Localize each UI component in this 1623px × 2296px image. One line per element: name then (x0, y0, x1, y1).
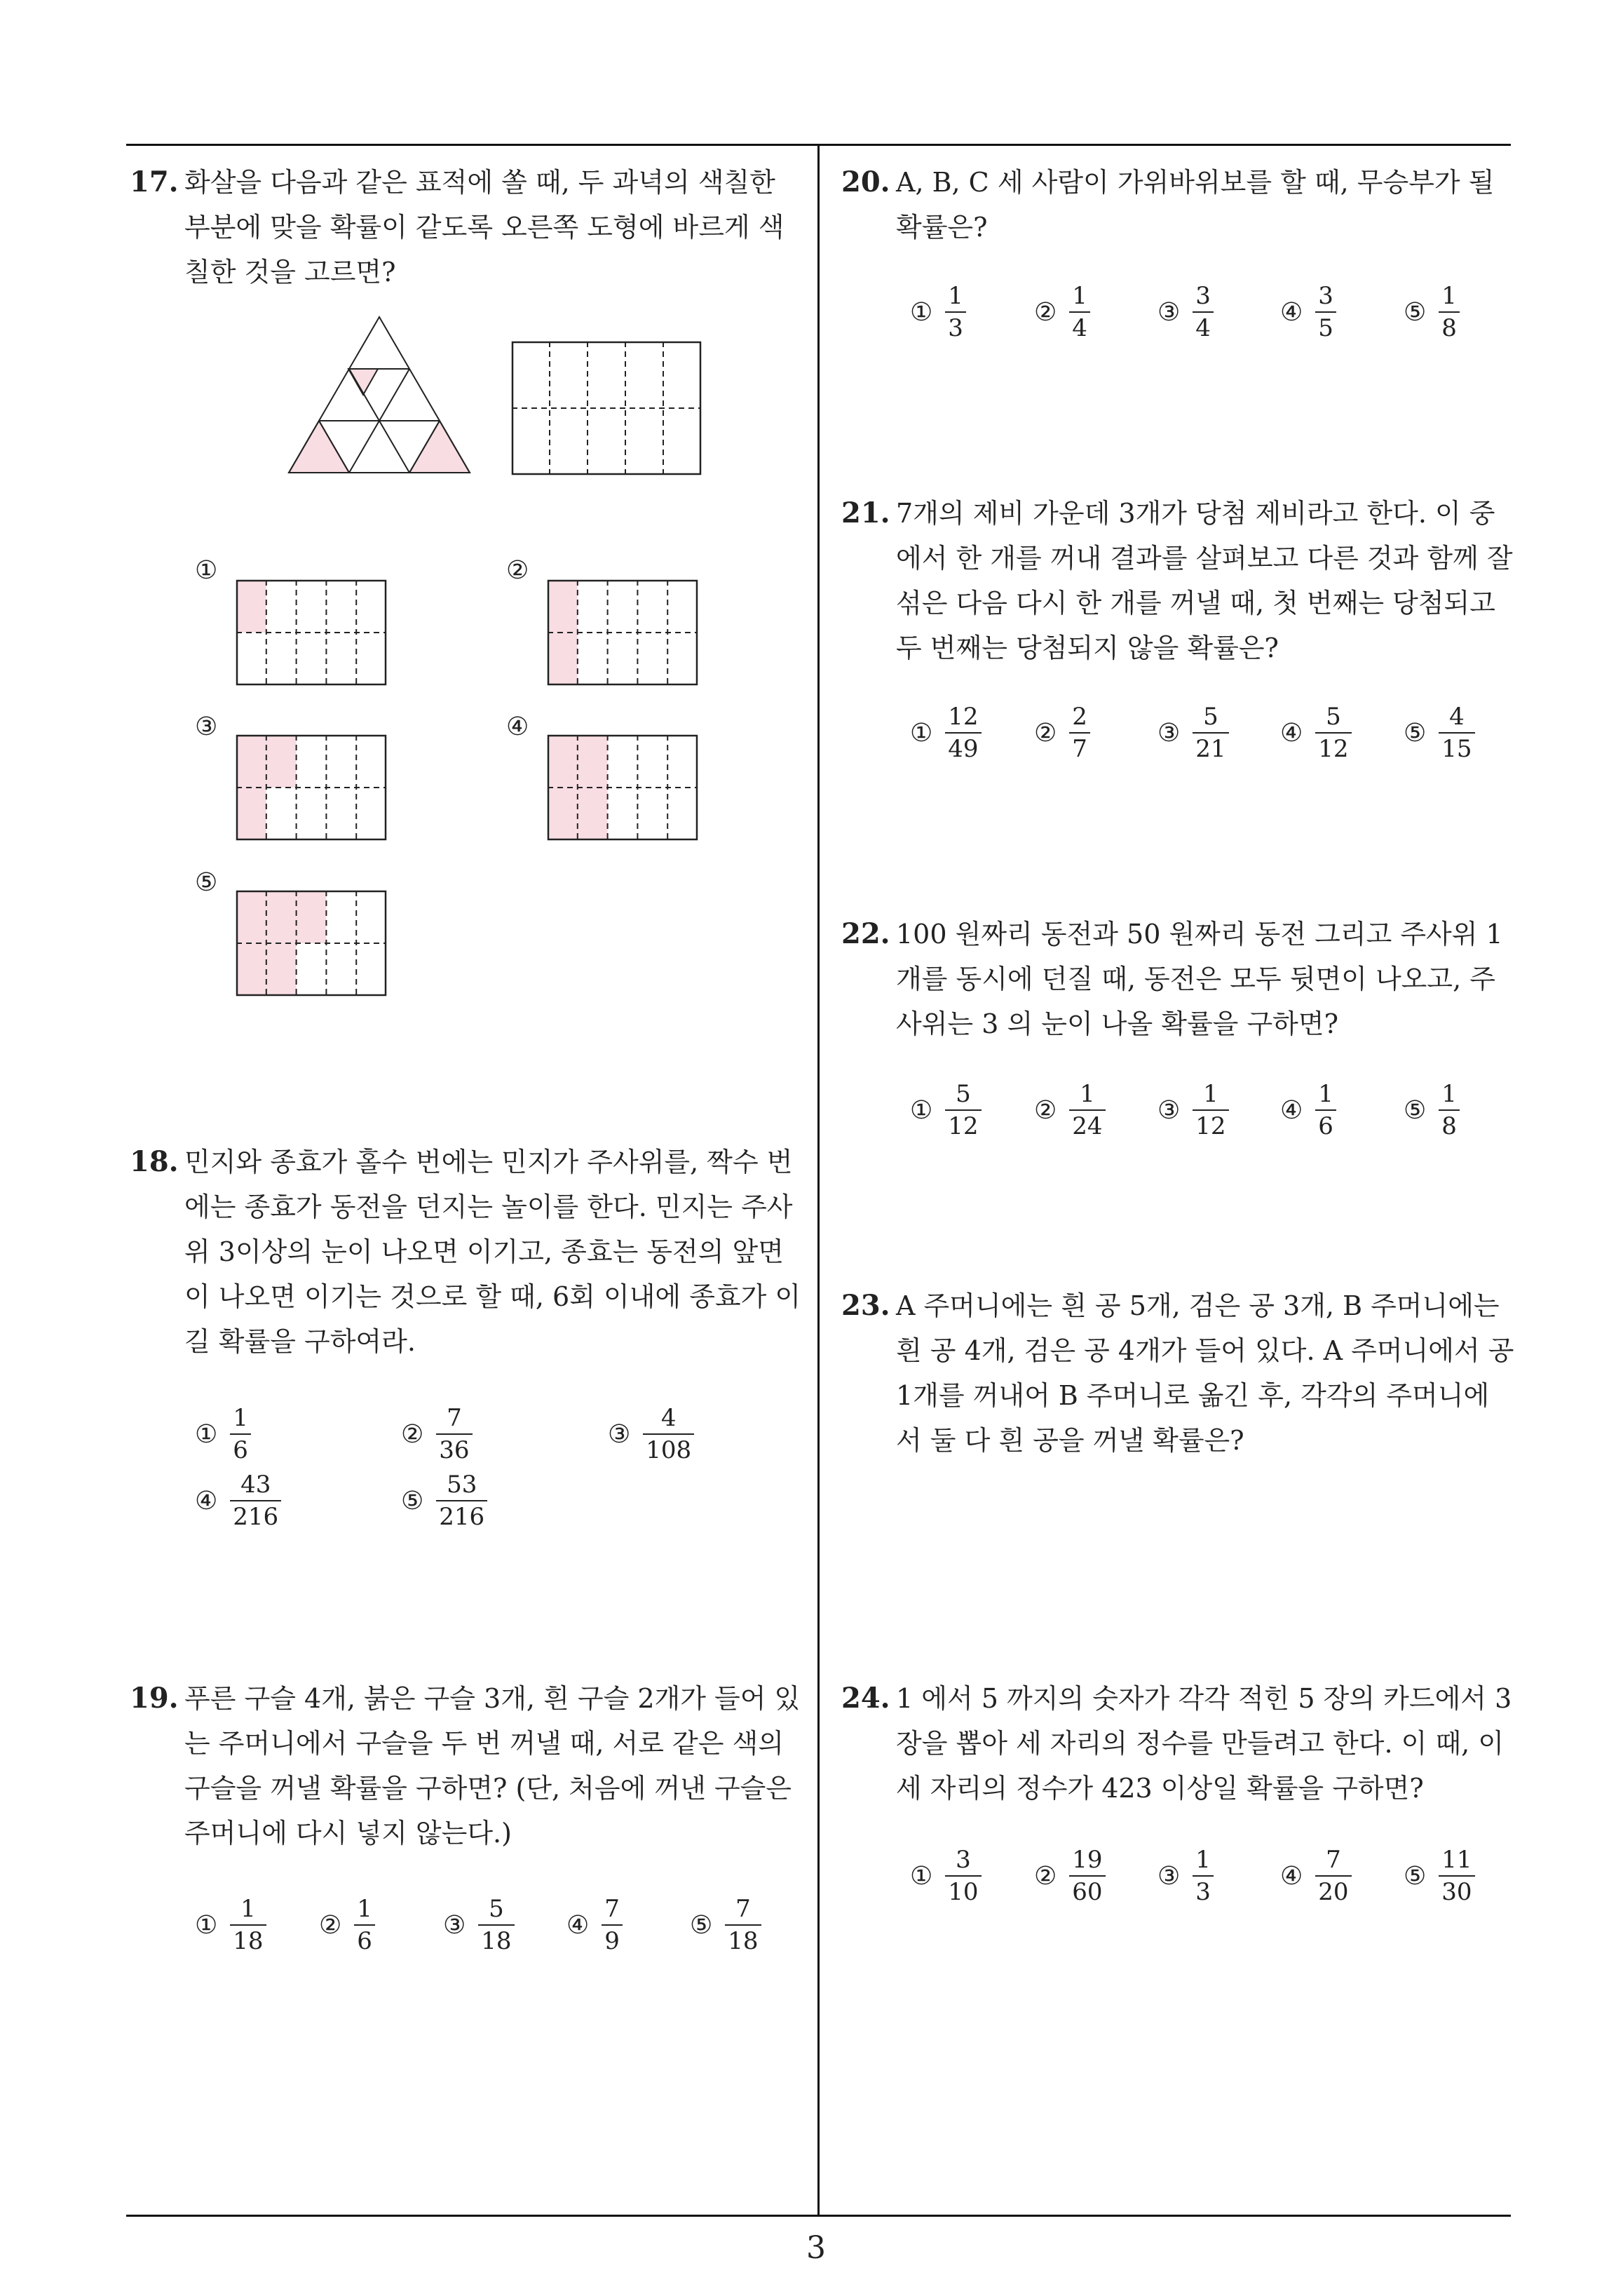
shaded-cell (266, 891, 297, 943)
shaded-cell (297, 891, 327, 943)
choice-24-1[interactable]: ① $\frac{3}{10}$ (910, 1844, 982, 1907)
shaded-triangle (348, 369, 378, 395)
option-grid-5 (236, 891, 386, 996)
choice-22-4[interactable]: ④ $\frac{1}{6}$ (1280, 1079, 1336, 1142)
choice-21-1[interactable]: ① $\frac{12}{49}$ (910, 701, 982, 764)
choice-18-5[interactable]: ⑤ $\frac{53}{216}$ (401, 1469, 487, 1532)
choice-21-3[interactable]: ③ $\frac{5}{21}$ (1157, 701, 1229, 764)
shaded-cell (236, 943, 266, 996)
question-number: 17. (130, 166, 179, 198)
column-divider (817, 144, 820, 2216)
choice-18-2[interactable]: ② $\frac{7}{36}$ (401, 1403, 473, 1466)
question-text: 7개의 제비 가운데 3개가 당첨 제비라고 한다. 이 중에서 한 개를 꺼내 결과를 살펴보고 다른 것과 함께 잘 섞은 다음 다시 한 개를 꺼낼 때, 첫 번째는 당첨되고 두 번째는 당첨되지 않을 확률은? (896, 498, 1513, 663)
bottom-rule (126, 2215, 1511, 2217)
choice-18-4[interactable]: ④ $\frac{43}{216}$ (195, 1469, 281, 1532)
option-grid-1 (236, 580, 386, 685)
shaded-cell (548, 580, 578, 633)
option-grid-4 (548, 735, 698, 840)
question-text: 민지와 종효가 홀수 번에는 민지가 주사위를, 짝수 번에는 종효가 동전을 던지는 놀이를 한다. 민지는 주사위 3이상의 눈이 나오면 이기고, 종효는 동전의 앞면이 나오면 이기는 것으로 할 때, 6회 이내에 종효가 이길 확률을 구하여라. (184, 1147, 801, 1357)
shaded-cell (266, 735, 297, 788)
choice-20-4[interactable]: ④ $\frac{3}{5}$ (1280, 281, 1336, 344)
shaded-triangle (289, 421, 349, 473)
shaded-cell (236, 580, 266, 633)
choice-21-2[interactable]: ② $\frac{2}{7}$ (1034, 701, 1090, 764)
question-17 (130, 160, 806, 295)
rectangle-target (512, 342, 701, 475)
choice-22-3[interactable]: ③ $\frac{1}{12}$ (1157, 1079, 1229, 1142)
question-text: 1 에서 5 까지의 숫자가 각각 적힌 5 장의 카드에서 3 장을 뽑아 세 자리의 정수를 만들려고 한다. 이 때, 이 세 자리의 정수가 423 이상일 확률을 구하면? (896, 1683, 1512, 1804)
option-label-3: ③ (195, 713, 218, 741)
question-18 (130, 1140, 806, 1364)
page-number: 3 (806, 2230, 826, 2266)
option-grid-3 (236, 735, 386, 840)
question-text: 푸른 구슬 4개, 붉은 구슬 3개, 흰 구슬 2개가 들어 있는 주머니에서 구슬을 두 번 꺼낼 때, 서로 같은 색의 구슬을 꺼낼 확률을 구하면? (단, 처음에 꺼낸 구슬은 주머니에 다시 넣지 않는다.) (184, 1683, 801, 1849)
choice-22-1[interactable]: ① $\frac{5}{12}$ (910, 1079, 982, 1142)
question-20 (841, 160, 1514, 250)
choice-19-1[interactable]: ① $\frac{1}{18}$ (195, 1893, 266, 1957)
shaded-cell (548, 633, 578, 685)
question-21 (841, 491, 1514, 670)
question-number: 23. (841, 1289, 890, 1322)
shaded-cell (236, 735, 266, 788)
choice-19-3[interactable]: ③ $\frac{5}{18}$ (443, 1893, 515, 1957)
option-label-2: ② (506, 556, 529, 585)
shaded-cell (266, 943, 297, 996)
choice-24-4[interactable]: ④ $\frac{7}{20}$ (1280, 1844, 1352, 1907)
shaded-cell (578, 788, 608, 840)
choice-20-2[interactable]: ② $\frac{1}{4}$ (1034, 281, 1090, 344)
question-text: 화살을 다음과 같은 표적에 쏠 때, 두 과녁의 색칠한 부분에 맞을 확률이 같도록 오른쪽 도형에 바르게 색칠한 것을 고르면? (184, 167, 785, 288)
choice-24-5[interactable]: ⑤ $\frac{11}{30}$ (1404, 1844, 1475, 1907)
choice-22-5[interactable]: ⑤ $\frac{1}{8}$ (1404, 1079, 1460, 1142)
choice-24-3[interactable]: ③ $\frac{1}{3}$ (1157, 1844, 1214, 1907)
choice-20-1[interactable]: ① $\frac{1}{3}$ (910, 281, 966, 344)
question-23 (841, 1283, 1514, 1463)
choice-19-2[interactable]: ② $\frac{1}{6}$ (319, 1893, 375, 1957)
shaded-triangle (409, 421, 470, 473)
question-number: 21. (841, 497, 890, 529)
choice-18-3[interactable]: ③ $\frac{4}{108}$ (608, 1403, 694, 1466)
choice-21-5[interactable]: ⑤ $\frac{4}{15}$ (1404, 701, 1475, 764)
question-number: 24. (841, 1682, 890, 1715)
option-label-1: ① (195, 556, 218, 585)
choice-19-4[interactable]: ④ $\frac{7}{9}$ (566, 1893, 623, 1957)
question-19 (130, 1676, 806, 1856)
choice-19-5[interactable]: ⑤ $\frac{7}{18}$ (690, 1893, 761, 1957)
choice-20-5[interactable]: ⑤ $\frac{1}{8}$ (1404, 281, 1460, 344)
question-24 (841, 1676, 1514, 1811)
option-label-4: ④ (506, 713, 529, 741)
question-number: 20. (841, 166, 890, 198)
question-text: A, B, C 세 사람이 가위바위보를 할 때, 무승부가 될 확률은? (896, 167, 1495, 243)
shaded-cell (236, 891, 266, 943)
shaded-cell (578, 735, 608, 788)
question-22 (841, 912, 1514, 1046)
shaded-cell (236, 788, 266, 840)
shaded-cell (548, 788, 578, 840)
question-number: 22. (841, 917, 890, 950)
question-number: 19. (130, 1682, 179, 1715)
choice-18-1[interactable]: ① $\frac{1}{6}$ (195, 1403, 251, 1466)
shaded-cell (548, 735, 578, 788)
option-grid-2 (548, 580, 698, 685)
triangle-target (289, 317, 470, 473)
choice-21-4[interactable]: ④ $\frac{5}{12}$ (1280, 701, 1352, 764)
choice-20-3[interactable]: ③ $\frac{3}{4}$ (1157, 281, 1214, 344)
question-text: 100 원짜리 동전과 50 원짜리 동전 그리고 주사위 1 개를 동시에 던질 때, 동전은 모두 뒷면이 나오고, 주사위는 3 의 눈이 나올 확률을 구하면? (896, 919, 1503, 1039)
choice-22-2[interactable]: ② $\frac{1}{24}$ (1034, 1079, 1106, 1142)
question-number: 18. (130, 1145, 179, 1178)
question-text: A 주머니에는 흰 공 5개, 검은 공 3개, B 주머니에는 흰 공 4개, 검은 공 4개가 들어 있다. A 주머니에서 공 1개를 꺼내어 B 주머니로 옮긴 후, 각각의 주머니에서 둘 다 흰 공을 꺼낼 확률은? (896, 1290, 1514, 1456)
choice-24-2[interactable]: ② $\frac{19}{60}$ (1034, 1844, 1106, 1907)
option-label-5: ⑤ (195, 868, 218, 897)
